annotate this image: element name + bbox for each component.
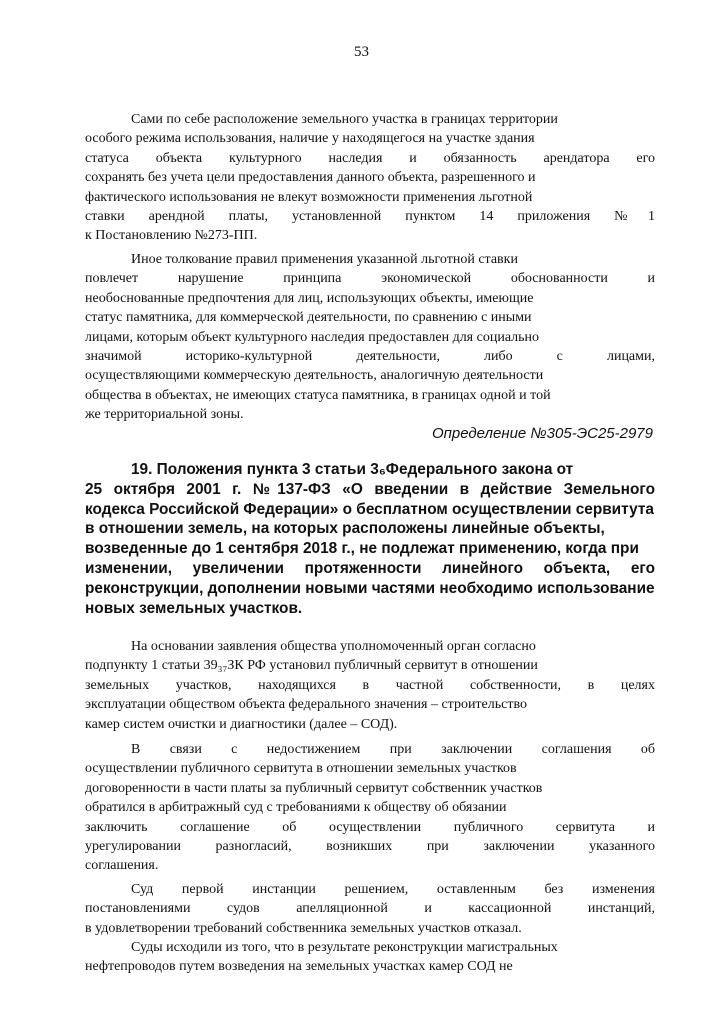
text-line: Суды исходили из того, что в результате реконструкции магистральных [131, 940, 558, 955]
text-line: нефтепроводов путем возведения на земельных участках камер СОД не [85, 959, 513, 975]
text-line: ставки арендной платы, установленной пунктом 14 приложения №1 [85, 209, 655, 225]
heading-line: в отношении земель, на которых расположены линейные объекты, [85, 520, 605, 538]
paragraph-3 [85, 637, 655, 734]
heading-line: кодекса Российской Федерации» о бесплатном осуществлении сервитута [85, 500, 654, 518]
text-line: значимой историко-культурной деятельности, либо с лицами, [85, 349, 655, 365]
text-line: В связи с недостижением при заключении соглашения об [131, 742, 655, 757]
text-line: осуществляющими коммерческую деятельность, аналогичную деятельности [85, 368, 544, 384]
text-line: земельных участков, находящихся в частной собственности, в целях [85, 677, 655, 693]
text-line: постановлениями судов апелляционной и кассационной инстанций, [85, 901, 655, 917]
text-line: осуществлении публичного сервитута в отношении земельных участков [85, 761, 517, 777]
heading-line: реконструкции, дополнении новыми частями необходимо использование [85, 579, 655, 597]
text-line: Сами по себе расположение земельного участка в границах территории [131, 112, 558, 127]
heading-line: новых земельных участков. [85, 599, 303, 617]
paragraph-2 [85, 250, 655, 425]
heading-line: 25 октября 2001 г. №137-ФЗ «О введении в действие Земельного [85, 480, 655, 498]
citation: Определение №305-ЭС25-2979 [431, 425, 653, 442]
section-heading [85, 460, 655, 618]
text-line: статус памятника, для коммерческой деятельности, по сравнению с иными [85, 310, 532, 326]
text-line: повлечет нарушение принципа экономической обоснованности и [85, 271, 655, 287]
text-line: Иное толкование правил применения указанной льготной ставки [131, 252, 518, 267]
paragraph-4 [85, 740, 655, 876]
text-line: На основании заявления общества уполномоченный орган согласно [131, 639, 536, 654]
paragraph-1 [85, 110, 655, 246]
text-line: статуса объекта культурного наследия и обязанность арендатора его [85, 150, 655, 166]
text-line: Суд первой инстанции решением, оставленным без изменения [131, 882, 655, 897]
text-line: урегулировании разногласий, возникших при заключении указанного [85, 839, 655, 855]
text-line: общества в объектах, не имеющих статуса памятника, в границах одной и той [85, 387, 551, 403]
paragraph-6 [85, 938, 655, 977]
text-line: эксплуатации обществом объекта федерального значения – строительство [85, 697, 527, 713]
heading-line: изменении, увеличении протяженности линейного объекта, его [85, 559, 655, 577]
text-line: особого режима использования, наличие у находящегося на участке здания [85, 131, 535, 147]
text-line: фактического использования не влекут возможности применения льготной [85, 189, 533, 205]
heading-line: возведенные до 1 сентября 2018 г., не подлежат применению, когда при [85, 540, 639, 558]
text-line: сохранять без учета цели предоставления данного объекта, разрешенного и [85, 170, 536, 186]
text-line: договоренности в части платы за публичный сервитут собственник участков [85, 780, 543, 796]
text-line: лицами, которым объект культурного наследия предоставлен для социально [85, 329, 540, 345]
text-line: к Постановлению №273-ПП. [85, 228, 258, 244]
text-line: подпункту 1 статьи 39₃₇ЗК РФ установил публичный сервитут в отношении [85, 658, 538, 674]
text-line: заключить соглашение об осуществлении публичного сервитута и [85, 819, 655, 835]
text-line: соглашения. [85, 858, 159, 874]
heading-line: 19. Положения пункта 3 статьи 3₆Федерального закона от [131, 461, 574, 478]
page-number: 53 [354, 44, 369, 60]
text-line: камер систем очистки и диагностики (далее – СОД). [85, 716, 398, 732]
text-line: в удовлетворении требований собственника земельных участков отказал. [85, 920, 522, 936]
text-line: обратился в арбитражный суд с требованиями к обществу об обязании [85, 800, 507, 816]
paragraph-5 [85, 880, 655, 938]
text-line: необоснованные предпочтения для лиц, использующих объекты, имеющие [85, 290, 534, 306]
text-line: же территориальной зоны. [85, 407, 244, 423]
